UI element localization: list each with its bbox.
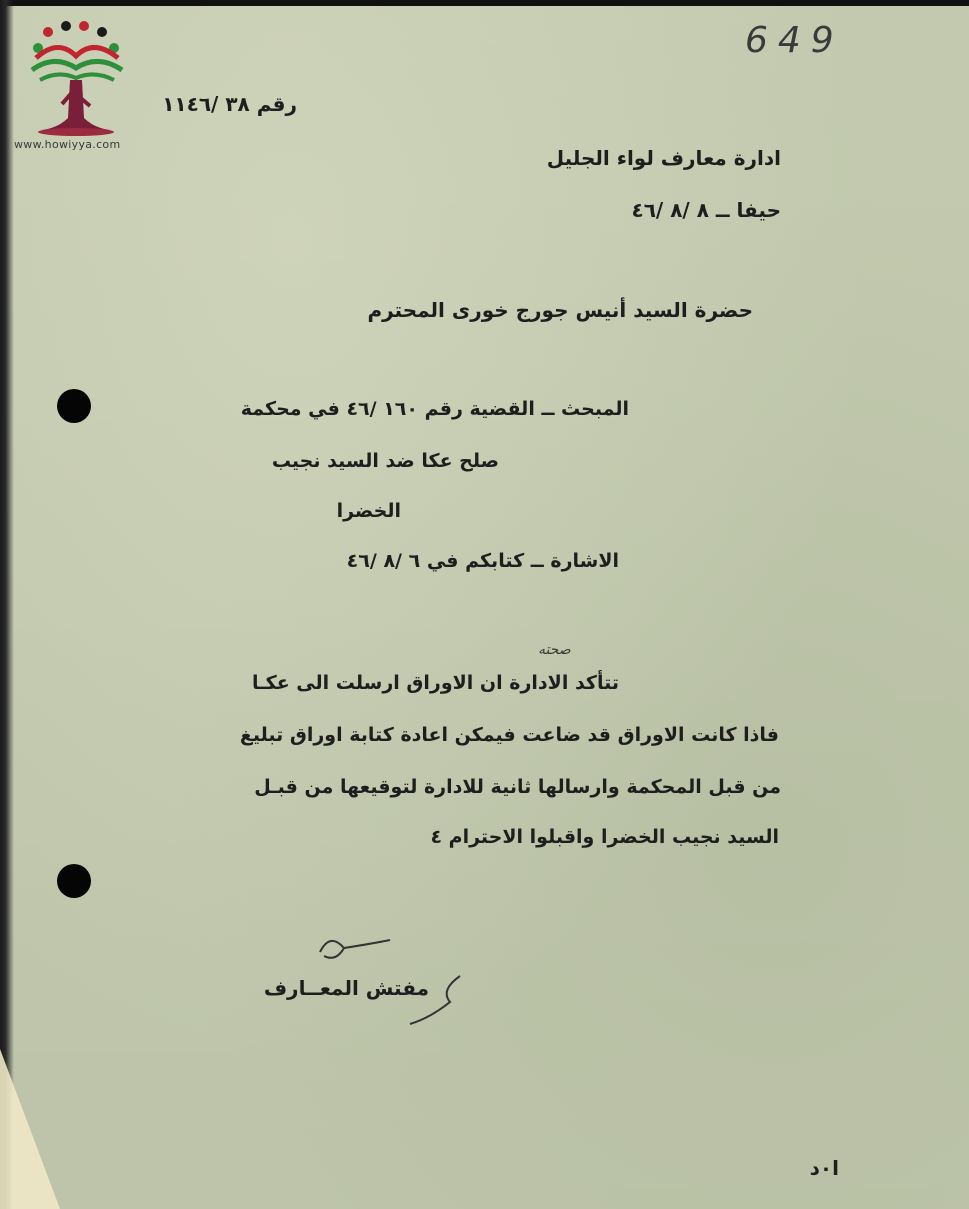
punch-hole-top: [57, 389, 91, 423]
subject-line-4: الاشارة ــ كتابكم في ٦ /٨ /٤٦: [346, 550, 619, 572]
footer-mark: ا٠د: [809, 1156, 839, 1180]
signature-scribble: [300, 920, 470, 1030]
place-date: حيفا ــ ٨ /٨ /٤٦: [631, 198, 781, 222]
body-line-4: السيد نجيب الخضرا واقبلوا الاحترام ٤: [430, 826, 779, 848]
scan-top-edge: [0, 0, 969, 6]
office-name: ادارة معارف لواء الجليل: [546, 146, 781, 170]
subject-line-2: صلح عكا ضد السيد نجيب: [271, 450, 499, 472]
folded-corner: [0, 1049, 60, 1209]
signature-title: مفتش المعــارف: [263, 976, 429, 1000]
howiyya-logo-icon: [18, 18, 138, 158]
punch-hole-bottom: [57, 864, 91, 898]
logo-url: www.howiyya.com: [14, 138, 121, 151]
scan-left-edge: [0, 0, 14, 1209]
handwritten-note: صحته: [538, 642, 571, 658]
body-line-1: تتأكد الادارة ان الاوراق ارسلت الى عكـا: [252, 672, 619, 694]
reference-number: رقم ٣٨ /١١٤٦: [162, 92, 297, 116]
subject-line-3: الخضرا: [336, 500, 401, 522]
handwritten-page-number: 649: [745, 20, 844, 61]
addressee: حضرة السيد أنيس جورج خورى المحترم: [367, 298, 753, 322]
body-line-2: فاذا كانت الاوراق قد ضاعت فيمكن اعادة كتابة اوراق تبليغ: [239, 724, 779, 746]
body-line-3: من قبل المحكمة وارسالها ثانية للادارة لتوقيعها من قبـل: [254, 776, 781, 798]
subject-line-1: المبحث ــ القضية رقم ١٦٠ /٤٦ في محكمة: [240, 398, 629, 420]
